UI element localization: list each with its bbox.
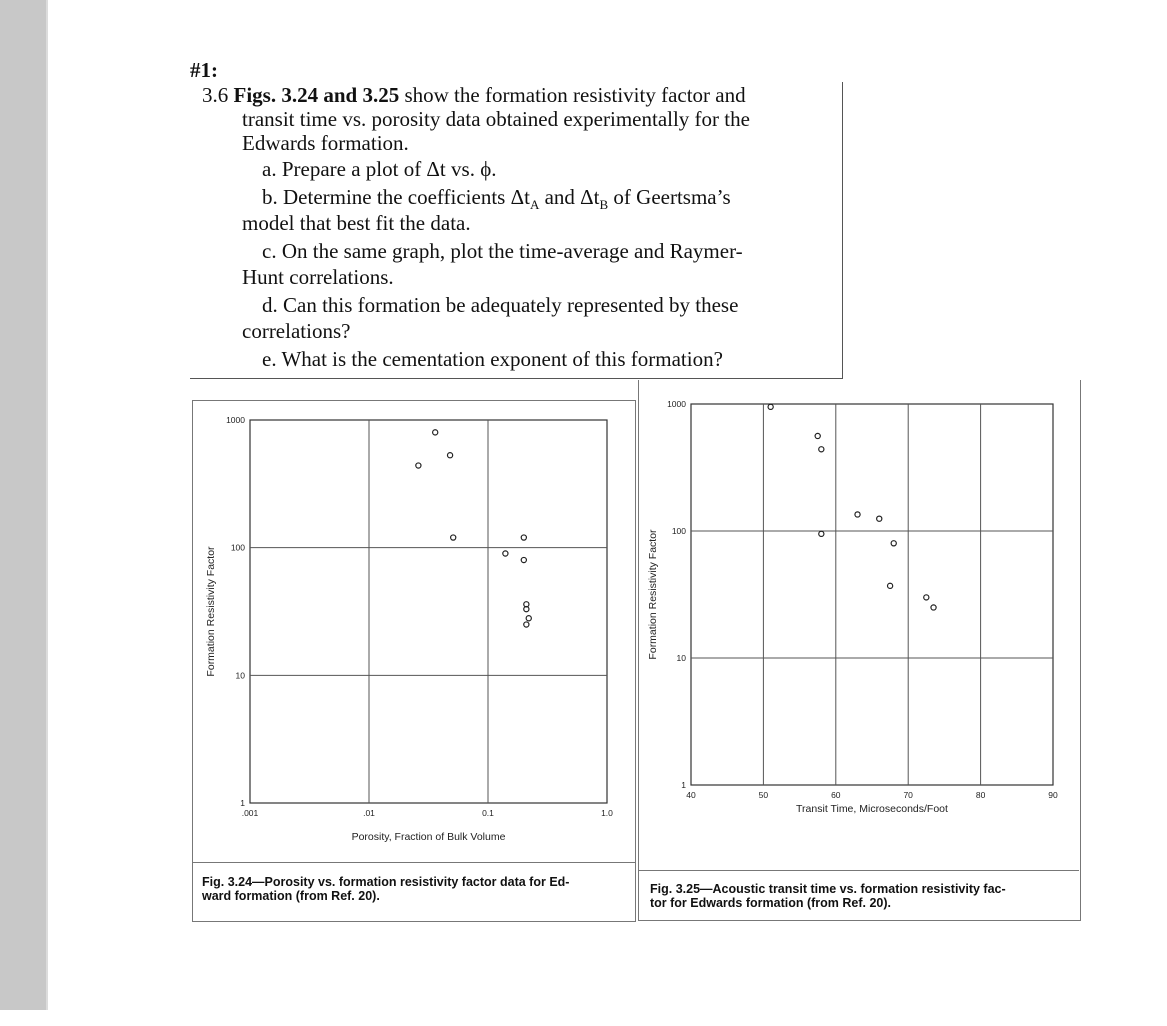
- fig324-y-tick-label: 100: [230, 542, 245, 553]
- fig325-x-tick-label: 80: [975, 790, 986, 800]
- fig325-y-tick-label: 100: [671, 526, 686, 536]
- fig324-x-tick-label: .001: [241, 808, 259, 818]
- figure-3-24-caption: [202, 875, 569, 903]
- fig325-data-point: [855, 512, 860, 517]
- fig325-data-point: [819, 531, 824, 536]
- figure-3-24-caption-line1: Fig. 3.24—Porosity vs. formation resistivity factor data for Ed-: [202, 875, 570, 889]
- fig324-data-point: [521, 535, 526, 540]
- item-b-sub-b: B: [599, 197, 609, 213]
- problem-heading: #1:: [190, 58, 218, 82]
- fig324-plot-area: [250, 420, 607, 803]
- fig325-data-point: [819, 447, 824, 452]
- fig324-data-point: [524, 622, 529, 627]
- problem-text-box: [190, 82, 843, 379]
- problem-line-1: [202, 84, 746, 106]
- fig324-y-axis-label: Formation Resistivity Factor: [205, 546, 217, 677]
- fig324-x-axis-label: Porosity, Fraction of Bulk Volume: [351, 831, 506, 843]
- problem-item-e: e. What is the cementation exponent of this formation?: [262, 347, 723, 371]
- fig325-y-axis-label: Formation Resistivity Factor: [647, 529, 659, 660]
- fig324-y-tick-label: 1: [240, 798, 245, 808]
- fig325-data-point: [891, 541, 896, 546]
- fig325-x-tick-label: 40: [686, 790, 696, 800]
- fig324-data-point: [447, 453, 452, 458]
- problem-line-3: Edwards formation.: [242, 131, 409, 155]
- problem-item-a: a. Prepare a plot of Δt vs. ϕ.: [262, 157, 497, 181]
- fig325-data-point: [768, 404, 773, 409]
- problem-item-c: c. On the same graph, plot the time-average and Raymer-: [262, 239, 743, 263]
- fig325-data-point: [815, 433, 820, 438]
- problem-intro-bold: Figs. 3.24 and 3.25: [233, 83, 400, 107]
- fig324-x-tick-label: .01: [363, 808, 375, 818]
- fig325-x-tick-label: 90: [1048, 790, 1058, 800]
- fig325-x-tick-label: 50: [758, 790, 769, 800]
- item-b-sub-a: A: [529, 197, 540, 213]
- fig325-data-point: [924, 595, 929, 600]
- fig324-data-point: [526, 616, 531, 621]
- fig324-data-point: [451, 535, 456, 540]
- fig324-data-point: [433, 430, 438, 435]
- problem-item-d-line2: correlations?: [242, 319, 351, 343]
- fig325-data-point: [888, 583, 893, 588]
- figure-3-25-caption-line2: tor for Edwards formation (from Ref. 20).: [650, 896, 891, 910]
- problem-item-d: d. Can this formation be adequately represented by these: [262, 293, 739, 317]
- figure-3-24-caption-line2: ward formation (from Ref. 20).: [202, 889, 380, 903]
- fig325-y-tick-label: 10: [676, 653, 686, 663]
- fig325-plot-area: [691, 404, 1053, 785]
- fig325-x-tick-label: 60: [831, 790, 841, 800]
- fig324-data-point: [503, 551, 508, 556]
- left-sidebar-strip: [0, 0, 48, 1010]
- fig324-y-tick-label: 10: [235, 670, 245, 681]
- problem-item-c-line2: Hunt correlations.: [242, 265, 394, 289]
- fig325-x-tick-label: 70: [903, 790, 913, 800]
- figure-3-25-caption: [650, 882, 1006, 910]
- figure-3-24-chart: [192, 400, 635, 860]
- fig325-y-tick-label: 1000: [667, 399, 686, 409]
- figure-3-25-caption-divider: [638, 870, 1079, 871]
- problem-line-2: transit time vs. porosity data obtained experimentally for the: [242, 107, 750, 131]
- problem-number: 3.6: [202, 83, 229, 107]
- fig324-x-tick-label: 0.1: [482, 808, 494, 818]
- figure-3-25-chart: [638, 380, 1080, 840]
- figure-3-24-caption-divider: [192, 862, 635, 863]
- fig324-x-tick-label: 1.0: [601, 808, 613, 818]
- problem-intro-rest: show the formation resistivity factor and: [404, 83, 746, 107]
- problem-item-b-line2: model that best fit the data.: [242, 211, 471, 235]
- fig324-data-point: [521, 557, 526, 562]
- fig324-y-tick-label: 1000: [226, 415, 245, 425]
- fig325-data-point: [931, 605, 936, 610]
- item-b-mid: and Δt: [539, 185, 600, 209]
- fig325-y-tick-label: 1: [681, 780, 686, 790]
- fig325-x-axis-label: Transit Time, Microseconds/Foot: [796, 803, 948, 815]
- item-b-pre: b. Determine the coefficients Δt: [262, 185, 530, 209]
- item-b-post: of Geertsma’s: [608, 185, 731, 209]
- fig324-data-point: [416, 463, 421, 468]
- figure-3-25-caption-line1: Fig. 3.25—Acoustic transit time vs. formation resistivity fac-: [650, 882, 1006, 896]
- fig325-data-point: [877, 516, 882, 521]
